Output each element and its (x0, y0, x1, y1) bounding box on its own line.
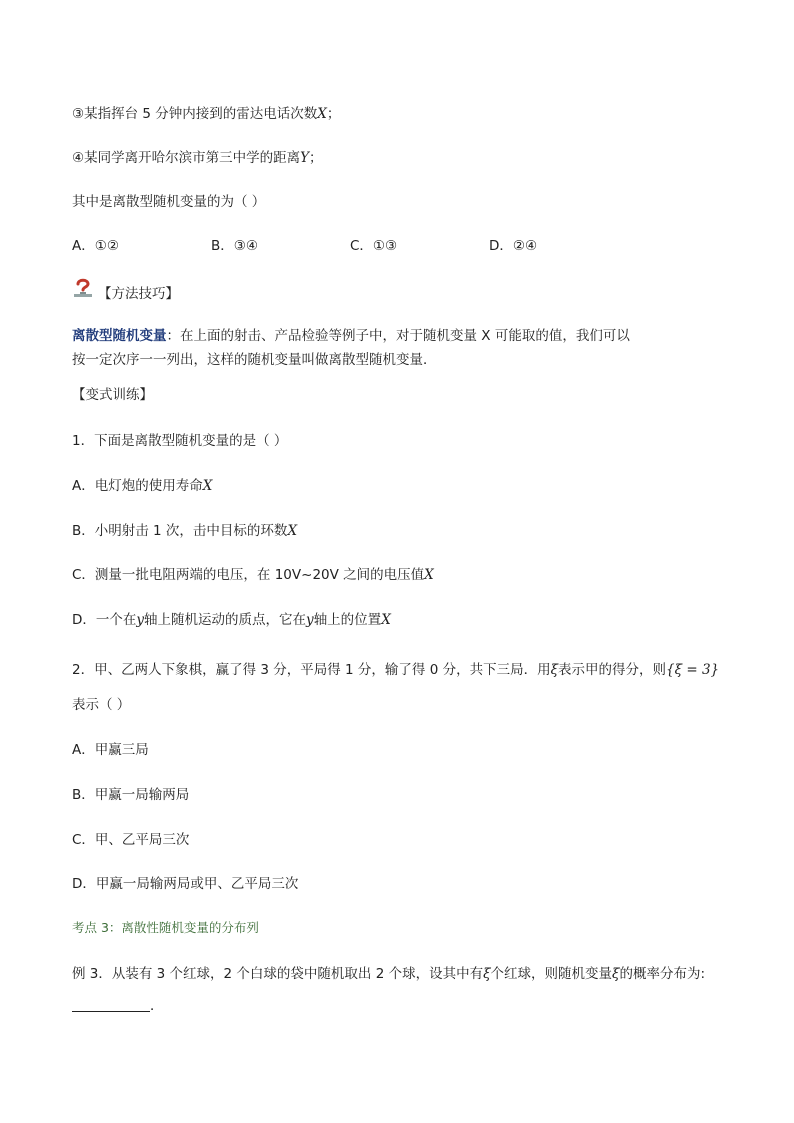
var-y: Y (300, 150, 310, 166)
ex3-post: 的概率分布为: (619, 966, 706, 982)
var-x: X (381, 612, 391, 628)
item-3-text: ③某指挥台 5 分钟内接到的雷达电话次数 (72, 106, 318, 122)
option-d: D．②④ (489, 238, 538, 254)
var-axis: y (136, 612, 145, 628)
definition-text-1: ：在上面的射击、产品检验等例子中，对于随机变量 X 可能取的值，我们可以 (166, 328, 630, 344)
definition-term: 离散型随机变量 (72, 328, 167, 344)
item-4-text: ④某同学离开哈尔滨市第三中学的距离 (72, 150, 301, 166)
problem-2-option-b: B．甲赢一局输两局 (72, 787, 190, 803)
example-3-line-2 (72, 996, 164, 1016)
definition-line-2: 按一定次序一一列出，这样的随机变量叫做离散型随机变量． (72, 352, 437, 368)
p2-stem-pre: 2．甲、乙两人下象棋，赢了得 3 分，平局得 1 分，输了得 0 分，共下三局．用 (72, 662, 551, 678)
practice-heading: 【变式训练】 (72, 387, 153, 403)
problem-2-option-c: C．甲、乙平局三次 (72, 832, 190, 848)
item-3-end: ； (326, 106, 341, 122)
var-x: X (287, 523, 298, 539)
problem-2-option-d: D．甲赢一局输两局或甲、乙平局三次 (72, 876, 299, 892)
option-a: A．①② (72, 238, 119, 254)
example-3-line-1 (72, 964, 705, 984)
ex3-pre: 例 3．从装有 3 个红球，2 个白球的袋中随机取出 2 个球，设其中有 (72, 966, 484, 982)
question-mark-icon (72, 276, 94, 298)
problem-1-option-a (72, 476, 212, 496)
p1-d-mid: 轴上随机运动的质点，它在 (144, 612, 307, 628)
problem-1-option-b (72, 521, 297, 541)
p1-d-pre: D．一个在 (72, 612, 137, 628)
event-set: {ξ = 3} (666, 662, 720, 678)
problem-2-option-a: A．甲赢三局 (72, 742, 149, 758)
option-b: B．③④ (211, 238, 258, 254)
item-4-end: ； (309, 150, 323, 166)
p1-c-text: C．测量一批电阻两端的电压，在 10V~20V 之间的电压值 (72, 567, 425, 583)
var-axis: y (306, 612, 314, 628)
problem-1-option-d (72, 610, 391, 630)
var-x: X (424, 567, 434, 583)
var-xi: ξ (483, 966, 491, 982)
var-xi: ξ (612, 966, 620, 982)
p1-b-text: B．小明射击 1 次，击中目标的环数 (72, 523, 288, 539)
item-3 (72, 104, 340, 124)
ex3-tail: ． (150, 998, 164, 1014)
ex3-mid: 个红球，则随机变量 (490, 966, 613, 982)
section-heading: 考点 3：离散性随机变量的分布列 (72, 920, 259, 935)
definition-line-1 (72, 326, 630, 346)
option-c: C．①③ (350, 238, 398, 254)
p2-stem-mid: 表示甲的得分，则 (558, 662, 667, 678)
problem-1-option-c (72, 565, 434, 585)
question-stem: 其中是离散型随机变量的为（ ） (72, 194, 266, 210)
method-heading: 【方法技巧】 (98, 286, 179, 302)
var-x: X (202, 478, 213, 494)
problem-2-line-2: 表示（ ） (72, 697, 131, 713)
problem-1-stem: 1．下面是离散型随机变量的是（ ） (72, 433, 288, 449)
problem-2-stem (72, 660, 719, 680)
item-4 (72, 148, 323, 168)
p1-d-post: 轴上的位置 (313, 612, 382, 628)
var-x: X (317, 106, 327, 122)
answer-blank (72, 997, 150, 1012)
p1-a-text: A．电灯炮的使用寿命 (72, 478, 203, 494)
var-xi: ξ (550, 662, 559, 678)
